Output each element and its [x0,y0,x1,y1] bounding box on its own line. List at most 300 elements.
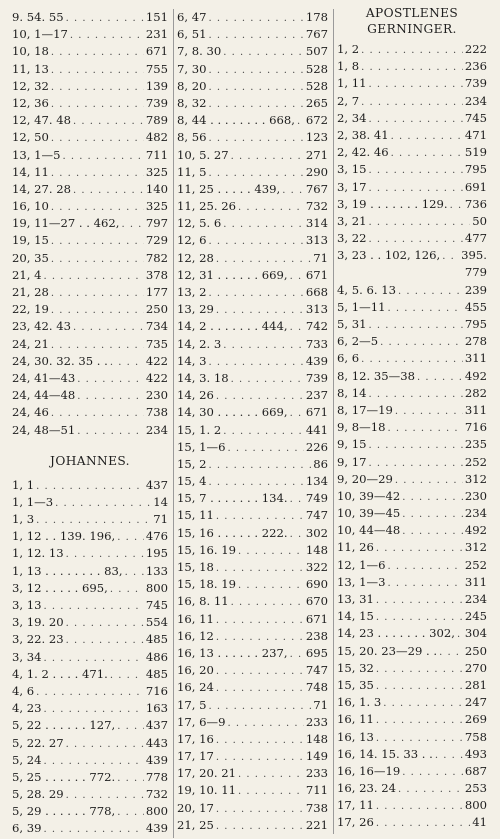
entry-page-number: 148 [305,542,328,557]
entry-page-number: 234 [464,506,487,521]
dot-leader [227,440,303,457]
entry-page-number: 236 [464,59,487,74]
entry-reference: 14, 3 [177,353,207,368]
index-entry [177,800,328,817]
entry-reference: 24, 30. 32. 35 . . [12,353,108,368]
dot-leader [402,489,463,506]
entry-page-number: 493 [464,746,487,761]
index-entry [177,456,328,473]
index-entry [337,247,487,264]
index-entry [12,666,168,683]
entry-reference: 20, 17 [177,800,214,815]
entry-page-number: 471 [464,127,487,142]
entry-page-number: 302 [305,525,328,540]
entry-page-number: 507 [305,44,328,59]
entry-reference: 6, 51 [177,27,207,42]
entry-reference: 12, 5. 6 [177,216,222,231]
index-entry [337,282,487,299]
entry-page-number: 238 [305,628,328,643]
entry-reference: 12, 6 [177,233,207,248]
entry-page-number: 177 [145,285,168,299]
entry-page-number: 758 [464,729,487,744]
entry-reference: 11, 26 [337,540,374,555]
entry-page-number: 485 [145,632,168,647]
entry-page-number: 271 [305,147,328,162]
entry-page-number: 695 [305,645,328,660]
dot-leader [117,804,144,821]
dot-leader [395,403,463,420]
entry-page-number: 736 [464,196,487,211]
dot-leader [209,10,304,27]
entry-reference: 17, 16 [177,731,214,746]
dot-leader [435,747,463,764]
dot-leader [282,182,304,199]
index-entry [177,542,328,559]
index-entry [12,631,168,648]
entry-reference: 16, 16—19 [337,763,401,778]
index-entry [337,75,487,92]
entry-page-number: 671 [305,267,328,282]
dot-leader [402,764,463,781]
entry-page-number: 476 [145,529,168,544]
entry-reference: 7, 8. 30 [177,44,222,59]
entry-reference: 24, 41—43 [12,370,76,385]
entry-reference: 9, 17 [337,454,367,469]
index-entry [177,782,328,799]
index-entry [177,731,328,748]
entry-reference: 1, 12. 13 [12,546,64,561]
index-entry [177,336,328,353]
entry-page-number: 800 [145,804,168,819]
entry-reference: 6, 47 [177,10,207,24]
entry-reference: 4, 1. 2 . . . . 471. [12,666,108,681]
index-entry [12,147,168,164]
dot-leader [369,231,463,248]
entry-page-number: 230 [145,388,168,403]
entry-reference: 3, 34 [12,649,42,664]
index-entry [12,717,168,734]
entry-page-number: 711 [305,783,328,798]
entry-page-number: 734 [145,319,168,334]
entry-page-number: 441 [305,422,328,437]
dot-leader [216,302,304,319]
index-entry [177,129,328,146]
index-entry [337,110,487,127]
entry-page-number: 716 [145,683,168,698]
dot-leader [216,629,304,646]
index-entry [337,385,487,402]
index-entry [12,250,168,267]
dot-leader [376,609,463,626]
entry-page-number: 313 [305,233,328,248]
entry-page-number: 422 [145,370,168,385]
entry-page-number: 422 [145,353,168,368]
index-entry [177,611,328,628]
entry-reference: 9, 8—18 [337,420,386,435]
entry-page-number: 671 [305,405,328,420]
entry-page-number: 250 [145,302,168,317]
entry-reference: 3, 23 . . 102, 126, [337,248,441,263]
dot-leader [376,678,463,695]
entry-reference: 19, 10. 11 [177,783,236,798]
index-entry [337,488,487,505]
index-entry [337,625,487,642]
entry-reference: 7, 30 [177,61,207,76]
entry-reference: 24, 46 [12,405,49,420]
entry-page-number: 86 [313,456,328,471]
dot-leader [216,818,304,835]
dot-leader [442,248,459,265]
dot-leader [216,612,304,629]
index-entry [12,318,168,335]
dot-leader [110,667,144,684]
index-entry [12,164,168,181]
index-entry [12,336,168,353]
entry-page-number: 239 [464,282,487,297]
entry-page-number: 247 [464,695,487,710]
entry-page-number: 528 [305,61,328,76]
dot-leader [73,319,144,336]
index-entry [177,301,328,318]
index-entry [337,660,487,677]
index-entry [177,43,328,60]
dot-leader [66,10,144,27]
dot-leader [361,94,463,111]
index-entry [337,711,487,728]
index-entry [337,539,487,556]
dot-leader [216,560,304,577]
dot-leader [216,732,304,749]
dot-leader [51,62,144,79]
entry-page-number: 554 [145,615,168,630]
entry-reference: 12, 47. 48 [12,113,71,128]
dot-leader [209,233,304,250]
index-entry [337,58,487,75]
index-entry [337,316,487,333]
dot-leader [51,199,144,216]
dot-leader [209,354,304,371]
entry-reference: 10, 39—42 [337,488,401,503]
dot-leader [290,268,304,285]
entry-reference: 5, 22. 27 [12,735,64,750]
index-entry [337,230,487,247]
dot-leader [73,113,144,130]
entry-reference: 4, 6 [12,683,35,698]
dot-leader [77,423,144,440]
dot-leader [223,216,304,233]
entry-page-number: 800 [145,580,168,595]
entry-reference: 10, 5. 27 [177,147,229,162]
entry-page-number: 747 [305,508,328,523]
entry-reference: 5, 29 . . . . . . 778, [12,804,116,819]
index-entry [177,593,328,610]
dot-leader [216,663,304,680]
index-entry [337,144,487,161]
index-entry [12,563,168,580]
entry-page-number: 252 [464,454,487,469]
entry-reference: 17, 17 [177,749,214,764]
entry-reference: 15, 2 [177,456,207,471]
entry-reference: 16, 13 [337,729,374,744]
dot-leader [387,558,462,575]
entry-page-number: 687 [464,763,487,778]
index-entry [12,580,168,597]
dot-leader [216,680,304,697]
dot-leader [209,698,312,715]
dot-leader [238,783,304,800]
index-entry [337,746,487,763]
dot-leader [238,199,304,216]
entry-page-number: 735 [145,336,168,351]
index-entry [337,436,487,453]
johannes-continued-list [177,9,328,834]
entry-page-number: 732 [145,787,168,802]
dot-leader [231,594,304,611]
dot-leader [457,626,463,643]
index-entry [337,522,487,539]
index-entry [177,61,328,78]
entry-page-number: 733 [305,336,328,351]
dot-leader [369,214,471,231]
index-entry [12,267,168,284]
entry-reference: 15, 7 . . . . . . . 134. [177,491,288,506]
entry-page-number: 739 [145,95,168,110]
dot-leader [51,165,144,182]
index-entry [177,507,328,524]
entry-page-number: 139 [145,78,168,93]
entry-reference: 14, 27. 28 [12,181,71,196]
dot-leader [290,491,304,508]
dot-leader [290,405,304,422]
index-entry [12,284,168,301]
index-entry [177,250,328,267]
entry-page-number: 711 [145,147,168,162]
entry-reference: 24, 44—48 [12,388,76,403]
dot-leader [117,718,144,735]
dot-leader [51,285,144,302]
dot-leader [223,44,304,61]
dot-leader [51,44,144,61]
entry-reference: 13, 1—5 [12,147,61,162]
entry-page-number: 312 [464,540,487,555]
entry-page-number: 312 [464,471,487,486]
entry-reference: 14, 30 . . . . . . 669, [177,405,288,420]
dot-leader [209,457,312,474]
index-entry [177,662,328,679]
entry-reference: 3, 19. 20 [12,615,64,630]
index-entry [177,232,328,249]
dot-leader [361,42,463,59]
entry-reference: 3, 19 . . . . . . . 129. [337,196,448,211]
entry-reference: 16, 12 [177,628,214,643]
entry-reference: 15, 4 [177,474,207,489]
dot-leader [417,369,463,386]
index-entry [12,61,168,78]
index-entry [12,422,168,439]
entry-reference: 16, 11 [337,712,374,727]
index-entry [12,683,168,700]
dot-leader [391,145,463,162]
column-1 [12,9,174,838]
entry-page-number: 749 [305,491,328,506]
entry-reference: 13, 2 [177,285,207,299]
entry-page-number: 140 [145,181,168,196]
entry-page-number: 235 [464,437,487,452]
entry-page-number: 304 [464,626,487,641]
index-entry [12,803,168,820]
dot-leader [51,130,144,147]
dot-leader [110,354,144,371]
dot-leader [369,162,463,179]
entry-reference: 1, 1—3 [12,494,54,509]
entry-page-number: 237 [305,388,328,403]
entry-page-number: 123 [305,130,328,145]
entry-page-number: 690 [305,577,328,592]
index-entry [337,333,487,350]
dot-leader [44,650,144,667]
index-entry [12,9,168,26]
entry-reference: 24, 21 [12,336,49,351]
index-entry [12,112,168,129]
index-entry [12,649,168,666]
dot-leader [391,128,463,145]
dot-leader [51,233,144,250]
index-entry [177,525,328,542]
dot-leader [395,472,463,489]
index-entry [337,41,487,58]
dot-leader [209,474,304,491]
index-entry [177,9,328,26]
entry-reference: 3, 17 [337,179,367,194]
index-entry [12,614,168,631]
entry-page-number: 492 [464,523,487,538]
entry-page-number: 41 [472,815,487,830]
entry-reference: 1, 11 [337,76,367,91]
index-entry [337,780,487,797]
entry-page-number: 439 [145,752,168,767]
entry-page-number: 252 [464,557,487,572]
entry-page-number: 71 [313,697,328,712]
entry-reference: 1, 8 [337,59,360,74]
entry-page-number: 311 [464,351,487,366]
entry-page-number: 222 [464,42,487,56]
index-entry [177,112,328,129]
entry-reference: 8, 20 [177,78,207,93]
index-entry [12,511,168,528]
entry-reference: 2, 42. 46 [337,145,389,160]
entry-page-number: 782 [145,250,168,265]
entry-page-number: 311 [464,402,487,417]
entry-reference: 12, 50 [12,130,49,145]
entry-reference: 3, 22. 23 [12,632,64,647]
dot-leader [44,268,144,285]
index-entry [12,26,168,43]
dot-leader [44,753,144,770]
entry-reference: 14, 26 [177,388,214,403]
dot-leader [398,781,463,798]
index-entry [12,370,168,387]
index-entry [177,198,328,215]
entry-reference: 5, 28. 29 [12,787,64,802]
index-entry [12,78,168,95]
entry-page-number: 149 [305,749,328,764]
dot-leader [62,148,143,165]
entry-page-number: 151 [145,10,168,24]
index-entry [337,643,487,660]
entry-page-number: 482 [145,130,168,145]
index-entry [12,752,168,769]
index-entry [337,161,487,178]
entry-page-number: 269 [464,712,487,727]
index-entry [337,402,487,419]
entry-reference: 13, 31 [337,592,374,606]
entry-reference: 8, 12. 35—38 [337,368,415,383]
index-entry [337,127,487,144]
index-entry [337,763,487,780]
entry-page-number: 314 [305,216,328,231]
index-entry [12,353,168,370]
entry-reference: 20, 35 [12,250,49,265]
dot-leader [376,661,463,678]
heading-apostlenes-gerninger [337,5,487,37]
entry-page-number: 234 [464,592,487,606]
dot-leader [369,317,463,334]
index-entry [177,559,328,576]
entry-reference: 5, 22 . . . . . . 127, [12,718,116,733]
index-entry [177,164,328,181]
dot-leader [121,216,143,233]
dot-leader [51,302,144,319]
entry-page-number: 742 [305,319,328,334]
index-entry [177,353,328,370]
column-3 [334,6,492,832]
entry-page-number: 439 [145,821,168,836]
entry-reference: 21, 28 [12,285,49,299]
entry-page-number: 133 [145,563,168,578]
entry-reference: 16, 10 [12,199,49,214]
entry-page-number: 325 [145,164,168,179]
dot-leader [209,130,304,147]
dot-leader [66,787,144,804]
dot-leader [66,546,144,563]
dot-leader [77,371,144,388]
dot-leader [209,285,304,302]
entry-page-number: 767 [305,27,328,42]
dot-leader [402,523,463,540]
dot-leader [36,684,144,701]
index-entry [12,43,168,60]
dot-leader [369,180,463,197]
index-entry [12,301,168,318]
entry-reference: 9, 20—29 [337,471,393,486]
dot-leader [216,508,304,525]
dot-leader [376,592,463,609]
dot-leader [66,736,144,753]
entry-page-number: 691 [464,179,487,194]
entry-reference: 9. 54. 55 [12,10,64,24]
dot-leader [55,495,151,512]
dot-leader [216,749,304,766]
entry-reference: 11, 13 [12,61,49,76]
entry-page-number: 395. [461,248,487,263]
entry-page-number: 226 [305,439,328,454]
entry-reference: 8, 32 [177,95,207,110]
dot-leader [44,821,144,838]
entry-reference: 15, 16 . . . . . . 222. [177,525,288,540]
dot-leader [125,564,144,581]
entry-reference: 17, 20. 21 [177,766,236,781]
entry-reference: 16, 23. 24 [337,781,396,796]
